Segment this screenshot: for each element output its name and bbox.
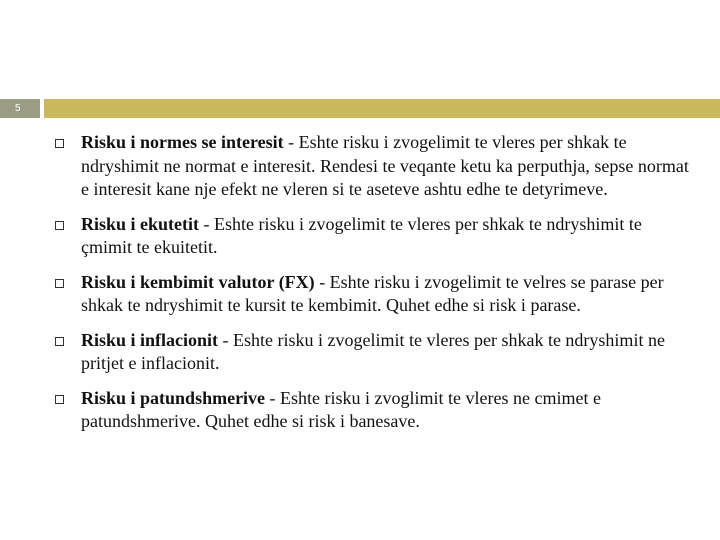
bullet-text: - Eshte risku i zvogelimit te vleres per shkak te ndryshimit ne pritjet e inflacionit. xyxy=(81,329,665,373)
bullet-term: Risku i inflacionit xyxy=(81,329,219,350)
bullet-text: - Eshte risku i zvogelimit te vleres per shkak te ndryshimit ne normat e interesit. Rendesi te veqante ketu ka perputhja, sepse normat e interesit kane nje efekt ne vleren si te aseteve ashtu edhe te detyrimeve. xyxy=(81,132,689,199)
bullet-item-interest-rate-risk xyxy=(50,131,690,202)
bullet-term: Risku i kembimit valutor (FX) xyxy=(81,271,315,292)
header-accent-bar xyxy=(44,99,720,118)
bullet-text: - Eshte risku i zvoglimit te vleres ne cmimet e patundshmerive. Quhet edhe si risk i banesave. xyxy=(81,387,601,431)
bullet-item-fx-risk xyxy=(50,271,690,318)
square-bullet-icon xyxy=(55,337,64,346)
bullet-list xyxy=(50,131,690,445)
square-bullet-icon xyxy=(55,139,64,148)
slide-number: 5 xyxy=(0,99,40,118)
square-bullet-icon xyxy=(55,395,64,404)
slide-header-bar xyxy=(0,99,720,118)
bullet-text: - Eshte risku i zvogelimit te velres se parase per shkak te ndryshimit te kursit te kembimit. Quhet edhe si risk i parase. xyxy=(81,271,664,315)
bullet-term: Risku i ekutetit xyxy=(81,213,200,234)
bullet-text: - Eshte risku i zvogelimit te vleres per shkak te ndryshimit te çmimit te ekuitetit. xyxy=(81,213,642,257)
bullet-item-equity-risk xyxy=(50,213,690,260)
bullet-term: Risku i normes se interesit xyxy=(81,132,284,152)
square-bullet-icon xyxy=(55,279,64,288)
bullet-term: Risku i patundshmerive xyxy=(81,387,266,408)
bullet-item-real-estate-risk xyxy=(50,387,690,434)
bullet-item-inflation-risk xyxy=(50,329,690,376)
square-bullet-icon xyxy=(55,221,64,230)
